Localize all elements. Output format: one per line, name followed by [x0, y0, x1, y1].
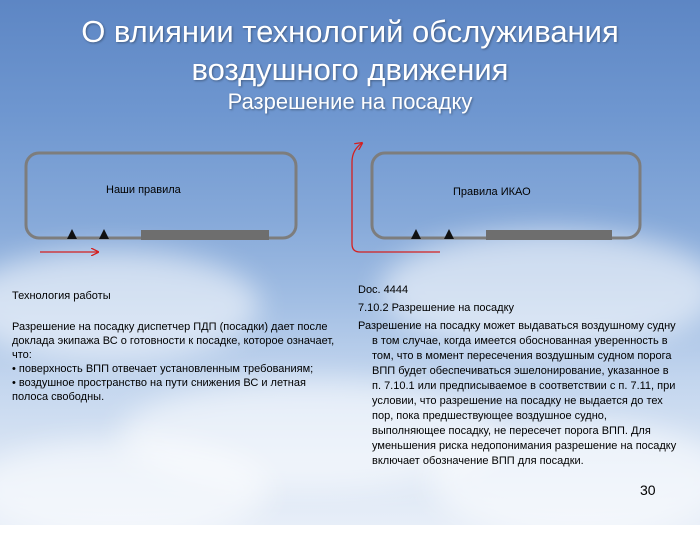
left-bullet-2: • воздушное пространство на пути снижения ВС и летная полоса свободны. [12, 377, 306, 403]
left-text-block [12, 289, 342, 404]
right-aircraft-2 [444, 229, 454, 239]
left-runway [141, 230, 269, 240]
slide-title-line2: воздушного движения [191, 52, 509, 87]
right-aircraft-1 [411, 229, 421, 239]
left-aircraft-2 [99, 229, 109, 239]
right-text-block [358, 283, 678, 469]
right-scheme-label: Правила ИКАО [453, 186, 531, 198]
doc-reference: Doc. 4444 [358, 284, 409, 296]
right-runway [486, 230, 612, 240]
slide-subtitle: Разрешение на посадку [227, 89, 473, 114]
left-paragraph: Разрешение на посадку диспетчер ПДП (посадки) дает после доклада экипажа ВС о готовности к посадке, которое означает, что: [12, 321, 335, 361]
left-bullet-1: • поверхность ВПП отвечает установленным требованиям; [12, 363, 314, 375]
left-scheme-label: Наши правила [106, 184, 181, 196]
left-aircraft-1 [67, 229, 77, 239]
section-heading: 7.10.2 Разрешение на посадку [358, 302, 515, 314]
page-number: 30 [640, 482, 656, 498]
icao-rule-text: Разрешение на посадку может выдаваться воздушному судну в том случае, когда имеется обоснованная уверенность в том, что в момент пересечения воздушным судном порога ВПП будет обеспечиваться эшелонирование, указанное в п. 7.10.1 или предписываемое в соответствии с п. 7.11, при условии, что разрешение на посадку не выдается до тех пор, пока предшествующее воздушное судно, выполняющее посадку, не пересечет порога ВПП. Для уменьшения риска недопонимания разрешение на посадку включает обозначение ВПП для посадки. [358, 320, 677, 467]
left-heading: Технология работы [12, 290, 111, 302]
right-circuit-arrow [352, 143, 440, 252]
slide-title-line1: О влиянии технологий обслуживания [81, 14, 619, 49]
